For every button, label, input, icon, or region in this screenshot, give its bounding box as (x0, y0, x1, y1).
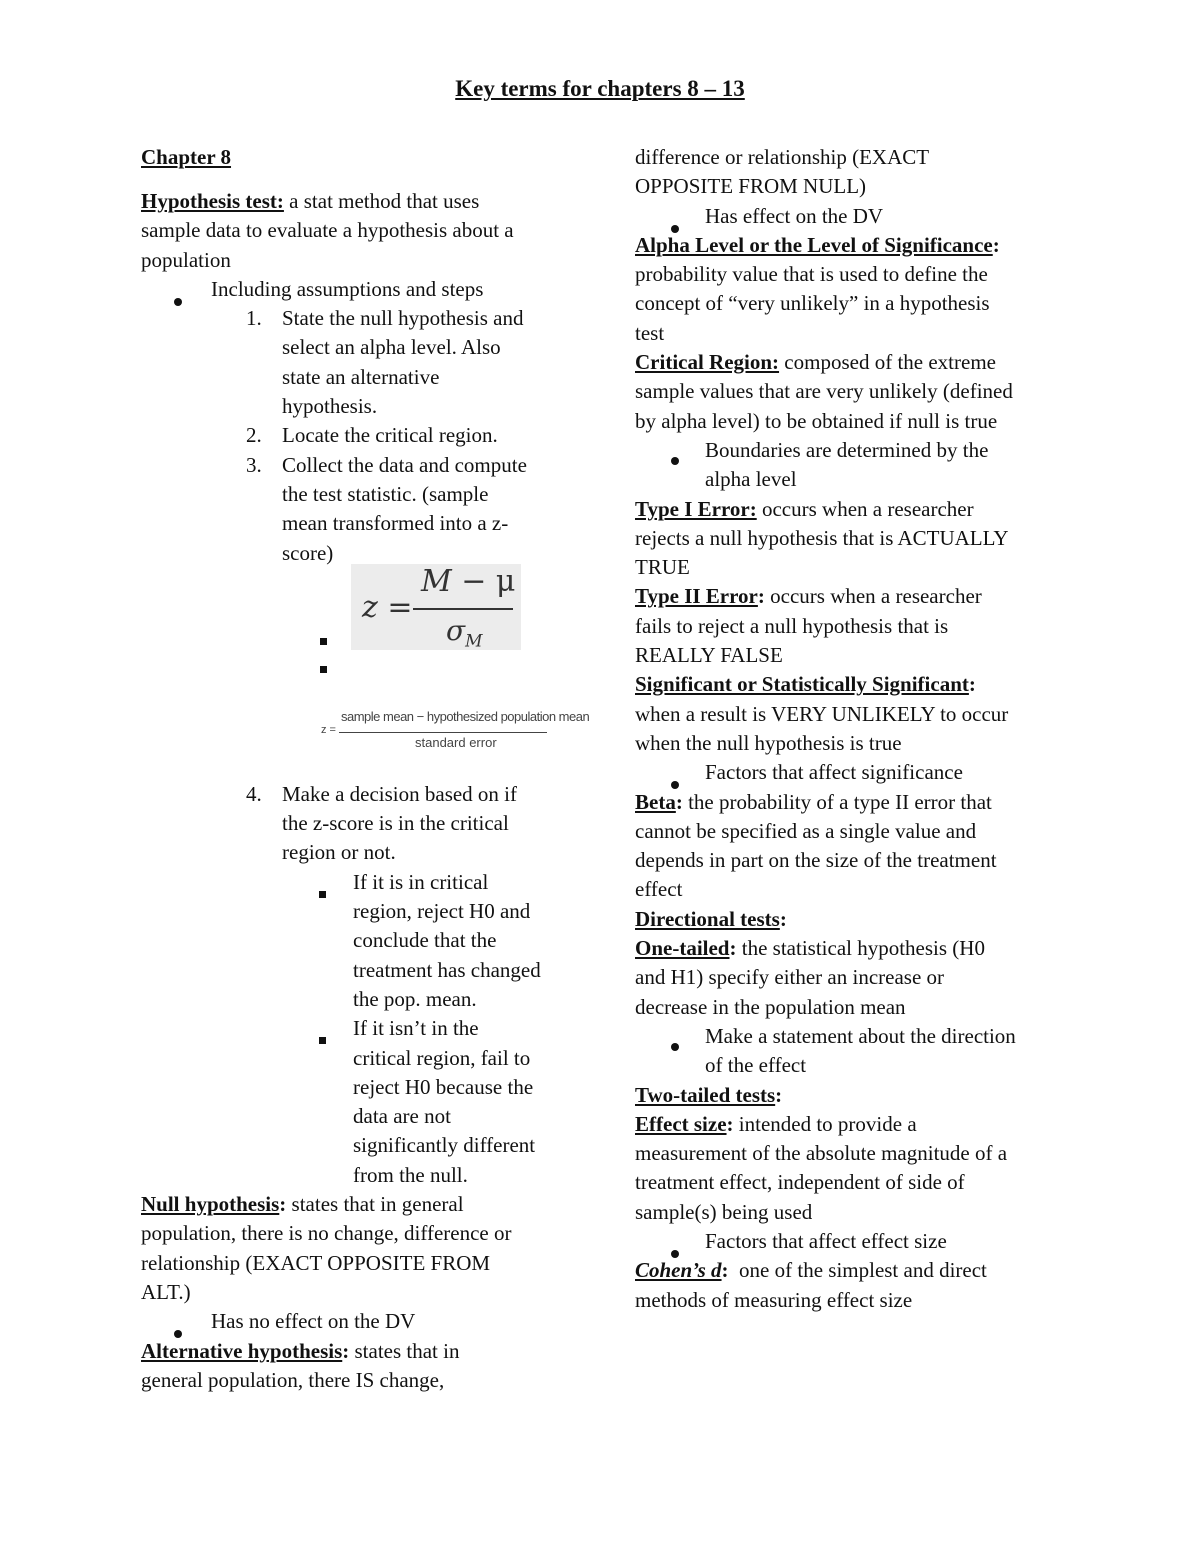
list-item: Has no effect on the DV (141, 1307, 581, 1336)
right-column: difference or relationship (EXACT OPPOSITE FROM NULL) Has effect on the DV Alpha Level or the Level of Significance: probability value that is used to define the concept of “very unlikely” in a hypothesis test Critical Region: composed of the extreme sample values that are very unlikely (defined by alpha level) to be obtained if null is true Boundaries are determined by the alpha level Type I Error: occurs when a researcher rejects a null hypothesis that is ACTUALLY TRUE Type II Error: occurs when a researcher fails to reject a null hypothesis that is REALLY FALSE Significant or Statistically Significant: when a result is VERY UNLIKELY to occur when the null hypothesis is true Factors that affect significance Beta: the probability of a type II error that cannot be specified as a single value and depends in part on the size of the treatment effect Directional tests: One-tailed: the statistical hypothesis (H0 and H1) specify either an increase or decrease in the population mean Make a statement about the direction of the effect Two-tailed tests: Effect size: intended to provide a measurement of the absolute magnitude of a treatment effect, independent of side of sample(s) being used Factors that affect effect size Cohen’s d: one of the simplest and direct methods of measuring effect size (635, 143, 1075, 1315)
alpha-level-def: Alpha Level or the Level of Significance: (635, 232, 1000, 257)
bullet-icon (174, 1330, 182, 1338)
left-column: Chapter 8 Hypothesis test: a stat method that uses sample data to evaluate a hypothesis about a population Including assumptions and steps 1. State the null hypothesis and select an alpha level. Also state an alternative hypothesis. 2. Locate the critical region. 3. Collect the data and compute the test statistic. (sample mean transformed into a z- score) z = M − μ $\sigma_M$ z = sample mean − hypothesized population mean standard error 4. Make a decision based on if the z-score is in the critical region or not. If it is in critical region, reject H0 and conclude that the treatment has changed the pop. mean. If it isn’t in the critical region, fail to reject H0 because the data are not significantly different from the null. Null hypothesis: states that in general population, there is no change, difference or relationship (EXACT OPPOSITE FROM ALT.) Has no effect on the DV Alternative hypothesis: states that in general population, there IS change, (141, 145, 590, 1392)
list-item: If it is in critical region, reject H0 and conclude that the treatment has changed the pop. mean. (141, 868, 581, 1014)
bullet-icon (671, 1043, 679, 1051)
list-item: If it isn’t in the critical region, fail to reject H0 because the data are not significantly different from the null. (141, 1014, 581, 1190)
type-1-error-def: Type I Error: occurs when a researcher (635, 496, 974, 521)
list-item: Factors that affect significance (635, 758, 1075, 787)
bullet-icon (671, 225, 679, 233)
bullet-icon (671, 781, 679, 789)
step-3: 3. Collect the data and compute the test statistic. (sample mean transformed into a z- score) (246, 452, 527, 565)
step-2: 2. Locate the critical region. (246, 423, 498, 448)
list-item: Boundaries are determined by the alpha level (635, 436, 1075, 495)
effect-size-def: Effect size: intended to provide a (635, 1111, 917, 1136)
bullet-icon (671, 1250, 679, 1258)
page-title: Key terms for chapters 8 – 13 (455, 76, 745, 101)
step-1: 1. State the null hypothesis and select an alpha level. Also state an alternative hypothesis. (246, 306, 524, 419)
z-score-formula-words: z = sample mean − hypothesized population mean standard error (321, 709, 590, 750)
z-score-formula: z = M − μ $\sigma_M$ (351, 564, 521, 650)
list-item: Has effect on the DV (635, 202, 1075, 231)
critical-region-def: Critical Region: composed of the extreme (635, 350, 996, 375)
alternative-hypothesis-def: Alternative hypothesis: states that in (141, 1338, 460, 1363)
bullet-icon (320, 638, 327, 645)
list-item: Including assumptions and steps (141, 275, 581, 304)
list-item: Make a statement about the direction of the effect (635, 1022, 1075, 1081)
two-tailed-heading: Two-tailed tests: (635, 1082, 783, 1107)
bullet-icon (320, 666, 327, 673)
null-hypothesis-def: Null hypothesis: states that in general (141, 1192, 464, 1217)
bullet-icon (319, 1037, 326, 1044)
bullet-icon (671, 457, 679, 465)
type-2-error-def: Type II Error: occurs when a researcher (635, 584, 982, 609)
term-hypothesis-test: Hypothesis test: (141, 189, 284, 213)
beta-def: Beta: the probability of a type II error that (635, 789, 992, 814)
bullet-icon (319, 891, 326, 898)
one-tailed-def: One-tailed: the statistical hypothesis (H0 (635, 936, 985, 961)
directional-tests-heading: Directional tests: (635, 906, 787, 931)
hypothesis-test-def: Hypothesis test: a stat method that uses (141, 189, 480, 213)
chapter-heading: Chapter 8 (141, 145, 232, 169)
cohens-d-def: Cohen’s d: one of the simplest and direct (635, 1258, 987, 1283)
list-item: Factors that affect effect size (635, 1227, 1075, 1256)
significant-def: Significant or Statistically Significant: (635, 672, 976, 697)
step-4: 4. Make a decision based on if the z-score is in the critical region or not. (246, 781, 518, 865)
